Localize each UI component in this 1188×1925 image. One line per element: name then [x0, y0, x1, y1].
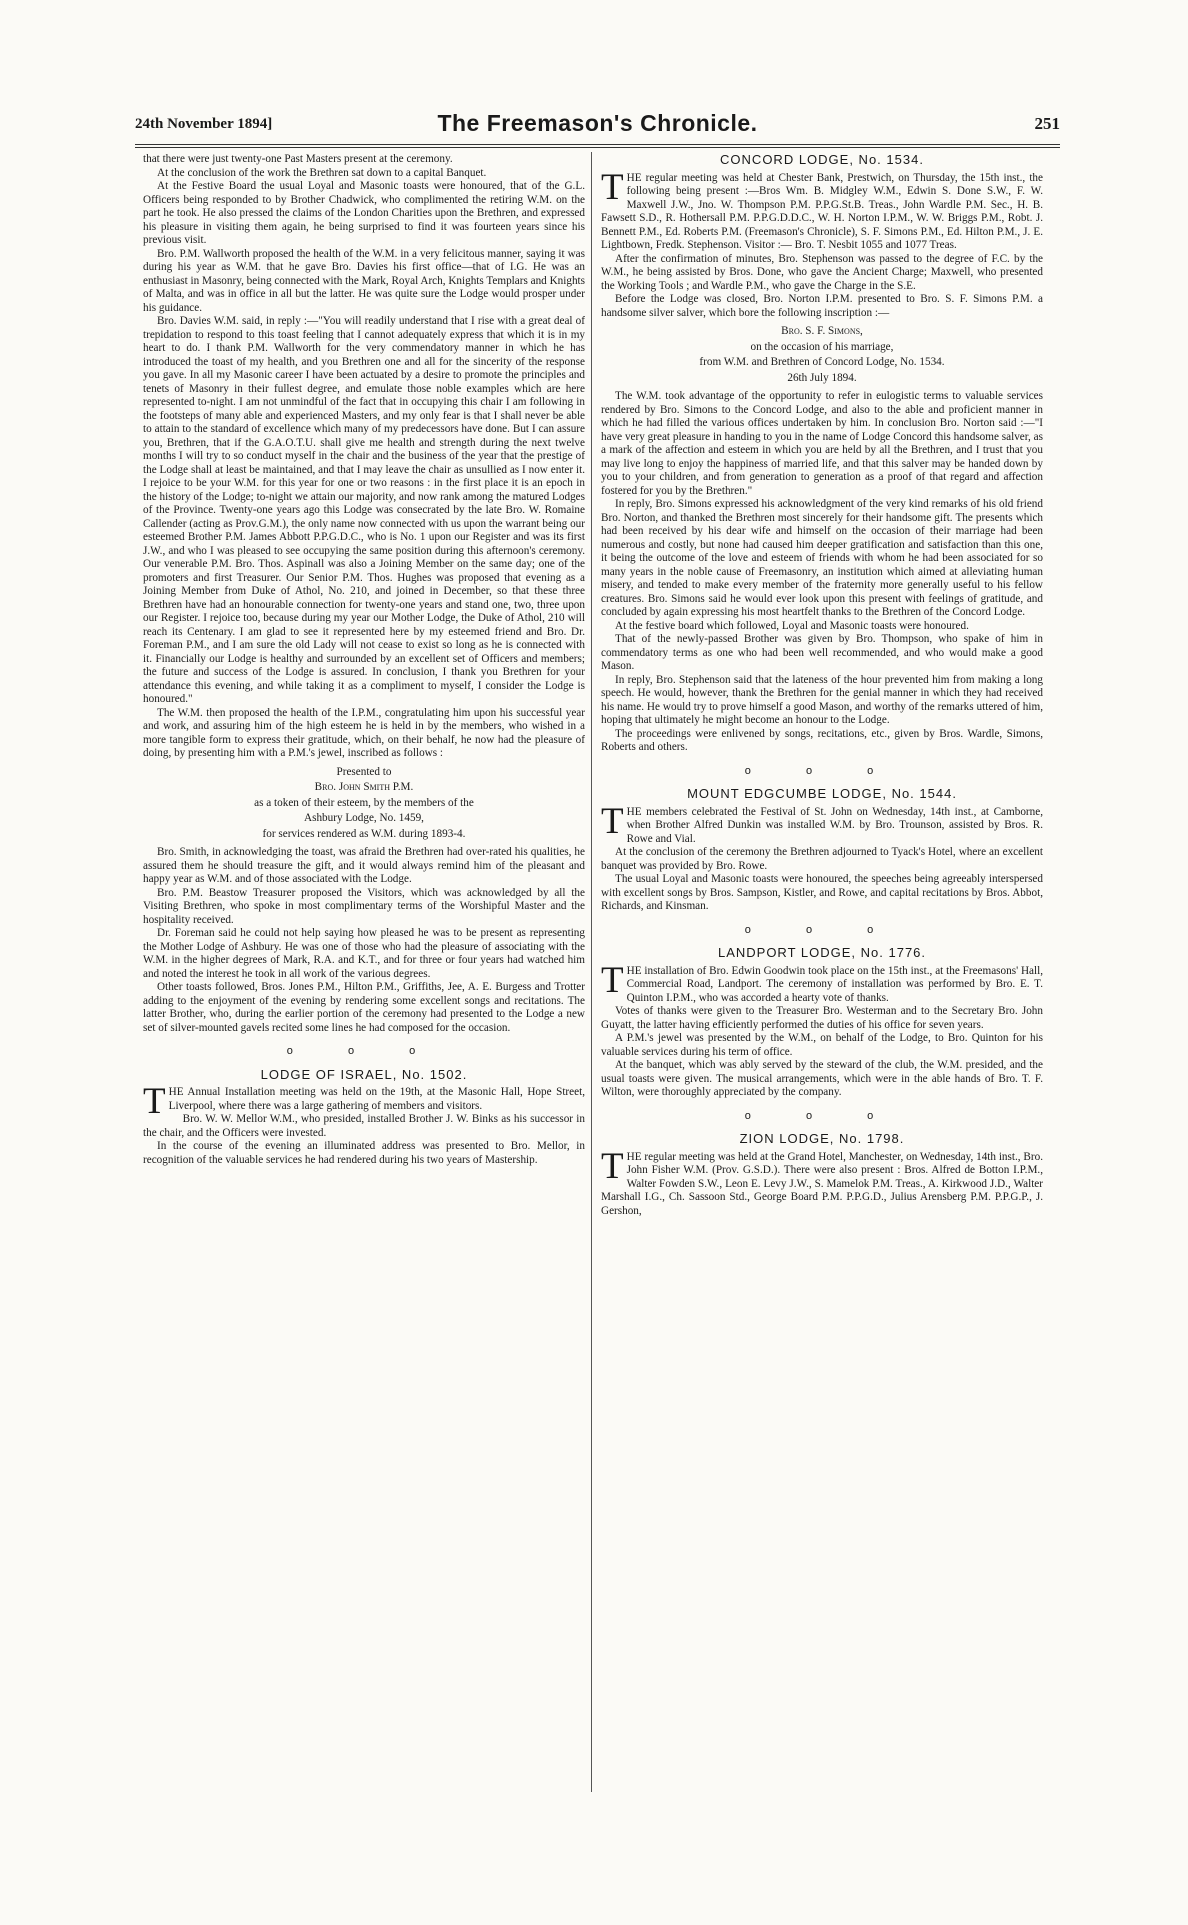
- jewel-inscription: [143, 766, 585, 842]
- article-paragraph: That of the newly-passed Brother was given by Bro. Thompson, who spake of him in commendatory terms as one who had been well recommended, and who would make a good Mason.: [601, 633, 1043, 672]
- header-rule-bottom: [135, 147, 1060, 148]
- masthead: [135, 110, 1060, 140]
- article-paragraph: THE regular meeting was held at the Grand Hotel, Manchester, on Wednesday, 14th inst., Bro. John Fisher W.M. (Prov. G.S.D.). There were also present : Bros. Alfred de Botton I.P.M., Walter Fowden S.W., Leon E. Levy J.W., S. Mamelok P.M. Treas., A. Kirkwood J.D., Walter Marshall I.G., Ch. Sassoon Std., George Board P.M. P.P.G.D., Julius Arensberg P.M. P.P.G.P., J. Gershon,: [601, 1145, 1043, 1217]
- article-paragraph: In reply, Bro. Stephenson said that the lateness of the hour prevented him from making a long speech. He would, however, thank the Brethren for the genial manner in which they had received his name. He would try to prove himself a good Mason, and worthy of the remarks uttered of him, hoping that ultimately he might become an honour to the Lodge.: [601, 673, 1043, 726]
- inscription-line: as a token of their esteem, by the members of the: [254, 796, 474, 809]
- article-paragraph: Votes of thanks were given to the Treasurer Bro. Westerman and to the Secretary Bro. John Guyatt, the latter having efficiently performed the duties of his office for seven years.: [601, 1005, 1043, 1031]
- article-paragraph: At the conclusion of the work the Brethren sat down to a capital Banquet.: [157, 166, 487, 179]
- right-column: [601, 153, 1043, 1218]
- drop-cap: T: [601, 959, 624, 1001]
- section-heading-concord: CONCORD LODGE, No. 1534.: [720, 152, 924, 167]
- article-paragraph: THE installation of Bro. Edwin Goodwin took place on the 15th inst., at the Freemasons' Hall, Commercial Road, Landport. The ceremony of installation was performed by Bro. E. T. Quinton I.P.M., who was accorded a hearty vote of thanks.: [601, 959, 1043, 1004]
- newspaper-title: The Freemason's Chronicle.: [437, 110, 758, 136]
- article-paragraph: In the course of the evening an illuminated address was presented to Bro. Mellor, in recognition of the valuable services he had rendered during his two years of Mastership.: [143, 1140, 585, 1166]
- article-paragraph: At the festive board which followed, Loyal and Masonic toasts were honoured.: [615, 619, 969, 632]
- article-paragraph: THE members celebrated the Festival of St. John on Wednesday, 14th inst., at Camborne, when Brother Alfred Dunkin was installed W.M. by Bro. Trounson, assisted by Bros. R. Rowe and Vial.: [601, 800, 1043, 845]
- article-paragraph: In reply, Bro. Simons expressed his acknowledgment of the very kind remarks of his old friend Bro. Norton, and thanked the Brethren most sincerely for their handsome gift. The presents which had been received by his dear wife and himself on the occasion of their marriage had been numerous and costly, but none had caused him deeper gratification and satisfaction than this one, it being the outcome of the love and esteem of friends with whom he had been associated for so many years in the noble cause of Freemasonry, an institution which aimed at alleviating human misery, and tended to make every member of the fraternity more generally useful to his fellow creatures. Bro. Simons said he would ever look upon this present with feelings of gratitude, and concluded by again expressing his most heartfelt thanks to the Brethren of the Concord Lodge.: [601, 498, 1043, 618]
- article-paragraph: Bro. Davies W.M. said, in reply :—"You will readily understand that I rise with a great deal of trepidation to respond to this toast feeling that I cannot adequately express that which it is in my heart to do. I thank P.M. Wallworth for the very commendatory manner in which he has introduced the toast of my health, and you Brethren one and all for the sincerity of the response you gave. In all my Masonic career I have been actuated by a desire to promote the principles and tenets of Masonry in their fullest degree, and emulate those noble examples which are here represented to-night. I am not unmindful of the fact that in occupying this chair I am following in the footsteps of many able and experienced Masters, and my only fear is that I shall never be able to attain to the standard of excellence which many of my predecessors have done. But I can assure you, Brethren, that if the G.A.O.T.U. shall give me health and strength during the next twelve months I will try to so conduct myself in the chair and the business of the year that the prestige of the Lodge shall at least be maintained, and that I may leave the chair as unsullied as I now enter it. I rejoice to be your W.M. for this year for one or two reasons : in the first place it is an epoch in the history of the Lodge; to-night we attain our majority, and now rank among the matured Lodges of the Province. Twenty-one years ago this Lodge was consecrated by the late Bro. W. Romaine Callender (acting as Prov.G.M.), the only name now connected with us upon the warrant being our esteemed Brother P.M. James Abbott P.P.G.D.C., who is No. 1 upon our Register and was its first J.W., and who I was pleased to see occupying the same position during this afternoon's ceremony. Our venerable P.M. Bro. Thos. Aspinall was also a Joining Member on the same day; one of the promoters and first Treasurer. Our Senior P.M. Thos. Hughes was proposed that evening as a Joining Member from Duke of Athol, No. 210, and joined in December, so that these three Brethren have had an honourable connection for twenty-one years and stand one, two, three upon our Register. I rejoice too, because during my year our Mother Lodge, the Duke of Athol, 210 will reach its Centenary. I am glad to see it represented here by my esteemed friend and Bro. Dr. Foreman P.M., and I am sure the old Lady will not cease to exist so long as he is connected with it. Financially our Lodge is healthy and surrounded by an excellent set of Officers and members; the future and success of the Lodge is assured. In conclusion, I thank you Brethren for your attendance this evening, and while taking it as a compliment to myself, I consider the Lodge is honoured.": [143, 315, 585, 705]
- drop-cap: T: [601, 1145, 624, 1187]
- article-paragraph: Bro. W. W. Mellor W.M., who presided, installed Brother J. W. Binks as his successor in the chair, and the Officers were invested.: [143, 1113, 585, 1139]
- drop-cap: T: [601, 800, 624, 842]
- left-column: [143, 153, 585, 1167]
- article-paragraph: that there were just twenty-one Past Masters present at the ceremony.: [143, 153, 453, 165]
- section-heading-mount-edgcumbe: MOUNT EDGCUMBE LODGE, No. 1544.: [687, 786, 957, 801]
- inscription-line: on the occasion of his marriage,: [750, 340, 894, 353]
- section-ornament: o o o: [744, 764, 900, 777]
- section-heading-israel: LODGE OF ISRAEL, No. 1502.: [260, 1066, 468, 1082]
- article-paragraph: Bro. Smith, in acknowledging the toast, was afraid the Brethren had over-rated his qualities, he assured them he should treasure the gift, and it would always remind him of the pleasant and happy year as W.M. and of those associated with the Lodge.: [143, 846, 585, 885]
- inscription-line: from W.M. and Brethren of Concord Lodge, No. 1534.: [699, 356, 945, 368]
- section-ornament: o o o: [286, 1045, 442, 1057]
- article-paragraph: After the confirmation of minutes, Bro. Stephenson was passed to the degree of F.C. by the W.M., he being assisted by Bros. Done, who gave the Ancient Charge; Maxwell, who presented the Working Tools ; and Wardle P.M., who gave the Charge in the S.E.: [601, 252, 1043, 292]
- section-ornament: o o o: [744, 1109, 900, 1122]
- article-paragraph: The W.M. took advantage of the opportunity to refer in eulogistic terms to valuable services rendered by Bro. Simons to the Concord Lodge, and also to the able and proficient manner in which he had filled the various offices undertaken by him. In conclusion Bro. Norton said :—"I have very great pleasure in handing to you in the name of Lodge Concord this handsome salver, as a mark of the affection and esteem in which you are held by all the Brethren, and I trust that you may live long to enjoy the happiness of married life, and that this salver may be handed down by you to your children, and from generation to generation as a proof of that regard and affection fostered for you by the Brethren.": [601, 390, 1043, 497]
- article-paragraph: THE Annual Installation meeting was held on the 19th, at the Masonic Hall, Hope Street, Liverpool, where there was a large gathering of members and visitors.: [143, 1081, 585, 1122]
- article-paragraph: Bro. P.M. Wallworth proposed the health of the W.M. in a very felicitous manner, saying it was during his year as W.M. that he gave Bro. Davies his first office—that of I.G. He was an enthusiast in Masonry, being connected with the Mark, Royal Arch, Knights Templars and Knights of Malta, and was in office in all but the latter. He was quite sure the Lodge would prosper under his guidance.: [143, 247, 585, 314]
- section-heading-landport: LANDPORT LODGE, No. 1776.: [717, 945, 927, 960]
- article-paragraph: A P.M.'s jewel was presented by the W.M., on behalf of the Lodge, to Bro. Quinton for his valuable services during his term of office.: [601, 1032, 1043, 1058]
- article-paragraph: Bro. P.M. Beastow Treasurer proposed the Visitors, which was acknowledged by all the Visiting Brethren, who spoke in most complimentary terms of the Worshipful Master and the hospitality received.: [143, 886, 585, 926]
- drop-cap: T: [143, 1081, 166, 1122]
- column-divider: [591, 152, 592, 1792]
- article-paragraph: Other toasts followed, Bros. Jones P.M., Hilton P.M., Griffiths, Jee, A. E. Burgess and Trotter adding to the enjoyment of the evening by rendering some excellent songs and recitations. The latter Brother, who, during the earlier portion of the ceremony had presented to the Lodge a new set of silver-mounted gavels recited some lines he had composed for the occasion.: [143, 981, 585, 1034]
- header-rule-top: [135, 144, 1060, 145]
- article-paragraph: Dr. Foreman said he could not help saying how pleased he was to be present as representing the Mother Lodge of Ashbury. He was one of those who had the pleasure of associating with the W.M. in the higher degrees of Mark, R.A. and K.T., and for three or four years had watched him and noted the interest he took in all work of the various degrees.: [143, 927, 585, 980]
- issue-date: 24th November 1894]: [135, 116, 273, 132]
- inscription-line: 26th July 1894.: [787, 371, 857, 384]
- article-paragraph: The proceedings were enlivened by songs, recitations, etc., given by Bros. Wardle, Simons, Roberts and others.: [601, 727, 1043, 753]
- article-paragraph: The usual Loyal and Masonic toasts were honoured, the speeches being agreeably interspersed with excellent songs by Bros. Sampson, Kistler, and Rowe, and capital recitations by Bros. Abbot, Richards, and Kinsman.: [601, 873, 1043, 912]
- article-paragraph: At the banquet, which was ably served by the steward of the club, the W.M. presided, and the usual toasts were given. The musical arrangements, which were in the able hands of Bro. T. F. Wilton, were thoroughly appreciated by the company.: [601, 1059, 1043, 1098]
- article-paragraph: At the conclusion of the ceremony the Brethren adjourned to Tyack's Hotel, where an excellent banquet was provided by Bro. Rowe.: [601, 846, 1043, 872]
- section-heading-zion: ZION LODGE, No. 1798.: [739, 1131, 905, 1146]
- section-ornament: o o o: [744, 923, 900, 936]
- salver-inscription: [601, 325, 1043, 385]
- inscription-line: Bro. S. F. Simons,: [781, 325, 863, 337]
- article-paragraph: Before the Lodge was closed, Bro. Norton I.P.M. presented to Bro. S. F. Simons P.M. a handsome silver salver, which bore the following inscription :—: [601, 293, 1043, 319]
- article-paragraph: At the Festive Board the usual Loyal and Masonic toasts were honoured, that of the G.L. Officers being responded to by Brother Chadwick, who complimented the retiring W.M. on the part he took. He also pressed the claims of the London Charities upon the Brethren, and expressed his pleasure in visiting them again, he being surprised to find it was fourteen years since his previous visit.: [143, 180, 585, 246]
- inscription-line: for services rendered as W.M. during 1893-4.: [262, 827, 466, 840]
- drop-cap: T: [601, 166, 624, 208]
- inscription-line: Presented to: [336, 765, 392, 778]
- article-paragraph: THE regular meeting was held at Chester Bank, Prestwich, on Thursday, the 15th inst., the following being present :—Bros Wm. B. Midgley W.M., Edwin S. Done S.W., F. W. Maxwell J.W., Jno. W. Thompson P.M. P.P.G.St.B. Treas., John Wardle P.M. Sec., H. B. Fawsett S.D., R. Hothersall P.M. P.P.G.D.D.C., W. H. Norton I.P.M., W. W. Briggs P.M., Robt. J. Bennett P.M., Ed. Roberts P.M. (Freemason's Chronicle), S. F. Simons P.M., Ed. Hilton P.M., J. E. Lightbown, Fredk. Stephenson. Visitor :— Bro. T. Nesbit 1055 and 1077 Treas.: [601, 166, 1043, 251]
- inscription-line: Bro. John Smith P.M.: [314, 781, 414, 793]
- page-number: 251: [1034, 114, 1060, 133]
- inscription-line: Ashbury Lodge, No. 1459,: [304, 812, 424, 824]
- article-paragraph: The W.M. then proposed the health of the I.P.M., congratulating him upon his successful year and work, and assuring him of the high esteem he is held in by the members, who wished in a more tangible form to express their gratitude, which, on their behalf, he now had the pleasure of doing, by presenting him with a P.M.'s jewel, inscribed as follows :: [143, 706, 585, 759]
